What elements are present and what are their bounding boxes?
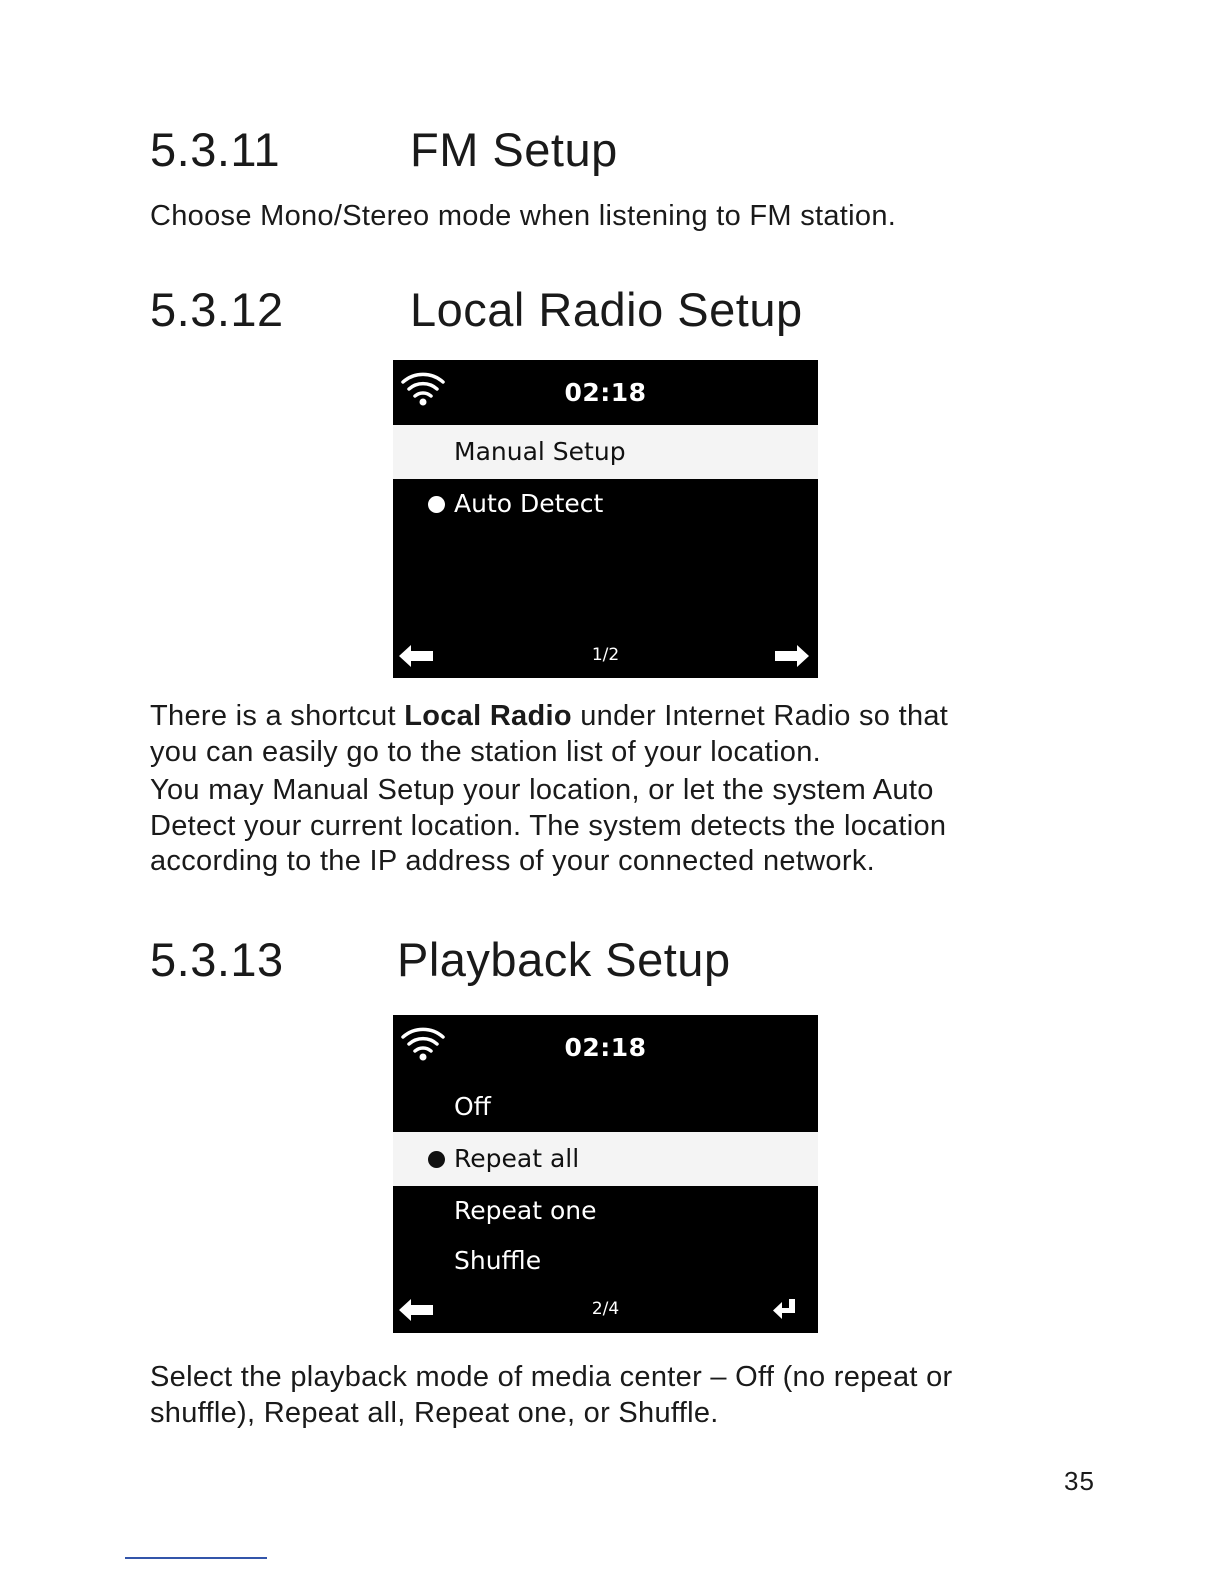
section-number: 5.3.11 <box>150 123 281 176</box>
body-line: according to the IP address of your connected network. <box>150 845 875 877</box>
section-body: Choose Mono/Stereo mode when listening to FM station. <box>150 200 897 232</box>
section-number: 5.3.13 <box>150 933 284 986</box>
menu-item-label: Shuffle <box>454 1246 542 1275</box>
body-line: Detect your current location. The system detects the location <box>150 809 947 842</box>
playback-device-screen <box>393 1015 818 1333</box>
bold-term: Local Radio <box>404 700 572 732</box>
menu-item-label: Off <box>454 1092 491 1121</box>
radio-selected-dot-icon <box>428 1151 445 1168</box>
body-line: Select the playback mode of media center – Off (no repeat or <box>150 1361 953 1393</box>
body-line <box>150 699 948 735</box>
footer-divider <box>125 1557 267 1559</box>
body-text: under Internet Radio so that <box>571 700 949 732</box>
radio-selected-dot-icon <box>428 496 445 513</box>
menu-item-label: Repeat all <box>454 1144 580 1173</box>
menu-item-manual-setup[interactable] <box>393 425 818 479</box>
status-bar <box>393 1015 818 1077</box>
menu-item-repeat-all[interactable] <box>393 1132 818 1186</box>
section-number: 5.3.12 <box>150 283 284 336</box>
page-indicator: 2/4 <box>591 1299 620 1319</box>
menu-item-off[interactable] <box>393 1080 818 1134</box>
enter-icon[interactable] <box>773 1299 797 1323</box>
menu-item-label: Auto Detect <box>454 489 604 518</box>
menu-item-label: Repeat one <box>454 1196 597 1225</box>
menu-item-shuffle[interactable] <box>393 1234 818 1288</box>
clock-time: 02:18 <box>564 1033 647 1062</box>
body-text: There is a shortcut <box>150 700 405 732</box>
section-title: Local Radio Setup <box>410 283 803 336</box>
menu-item-repeat-one[interactable] <box>393 1184 818 1238</box>
page-number: 35 <box>1064 1466 1095 1496</box>
body-line: You may Manual Setup your location, or let the system Auto <box>150 774 934 806</box>
status-bar <box>393 360 818 422</box>
section-body <box>150 699 948 880</box>
menu-item-label: Manual Setup <box>454 437 626 466</box>
body-line: you can easily go to the station list of your location. <box>150 735 821 768</box>
section-title: Playback Setup <box>397 933 731 986</box>
forward-arrow-icon[interactable] <box>775 645 809 671</box>
clock-time: 02:18 <box>564 378 647 407</box>
page-indicator: 1/2 <box>591 645 620 665</box>
local-radio-device-screen <box>393 360 818 678</box>
body-line: shuffle), Repeat all, Repeat one, or Shuffle. <box>150 1396 719 1429</box>
section-body <box>150 1360 953 1431</box>
menu-item-auto-detect[interactable] <box>393 477 818 531</box>
section-title: FM Setup <box>410 123 618 176</box>
